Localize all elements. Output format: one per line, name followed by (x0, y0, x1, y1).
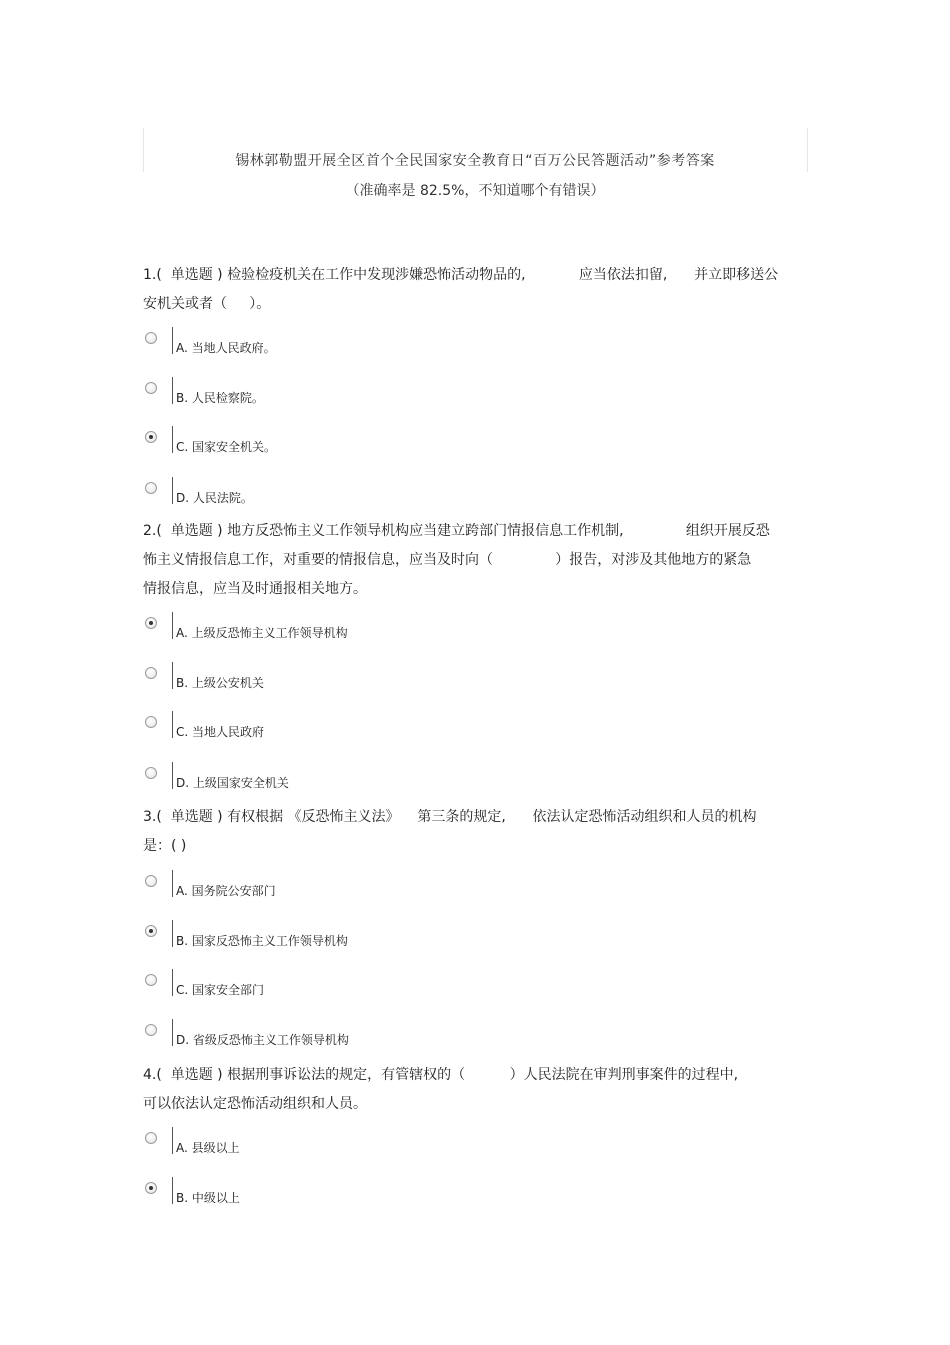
option-divider (172, 969, 173, 996)
option-divider (172, 870, 173, 897)
radio-button[interactable] (145, 925, 157, 937)
option-label: A. 国务院公安部门 (176, 884, 276, 898)
page-subtitle: （准确率是 82.5%，不知道哪个有错误） (345, 183, 605, 199)
option-divider (172, 1127, 173, 1154)
question-2-line-2: 怖主义情报信息工作，对重要的情报信息，应当及时向（ ）报告，对涉及其他地方的紧急 (143, 552, 752, 568)
radio-button[interactable] (145, 1132, 157, 1144)
option-label: A. 上级反恐怖主义工作领导机构 (176, 626, 348, 640)
option-divider (172, 327, 173, 354)
question-3-line-2: 是：( ) (143, 838, 187, 854)
option-label: B. 上级公安机关 (176, 676, 264, 690)
radio-button[interactable] (145, 482, 157, 494)
question-4-text (143, 1061, 803, 1119)
question-1-text (143, 261, 803, 319)
radio-button[interactable] (145, 875, 157, 887)
question-4-line-1: 4.( 单选题 ) 根据刑事诉讼法的规定，有管辖权的（ ）人民法院在审判刑事案件的过程中, (143, 1067, 739, 1083)
page-title: 锡林郭勒盟开展全区首个全民国家安全教育日“百万公民答题活动”参考答案 (235, 153, 715, 169)
question-3-line-1: 3.( 单选题 ) 有权根据 《反恐怖主义法》 第三条的规定, 依法认定恐怖活动组织和人员的机构 (143, 809, 757, 825)
radio-button[interactable] (145, 431, 157, 443)
option-divider (172, 477, 173, 504)
option-divider (172, 612, 173, 639)
radio-button[interactable] (145, 974, 157, 986)
option-divider (172, 1019, 173, 1046)
radio-button[interactable] (145, 667, 157, 679)
question-4-line-2: 可以依法认定恐怖活动组织和人员。 (143, 1096, 367, 1112)
option-label: D. 省级反恐怖主义工作领导机构 (176, 1033, 349, 1047)
option-divider (172, 377, 173, 404)
option-divider (172, 1177, 173, 1204)
radio-button[interactable] (145, 1182, 157, 1194)
option-divider (172, 426, 173, 453)
option-label: C. 国家安全机关。 (176, 440, 277, 454)
radio-button[interactable] (145, 1024, 157, 1036)
option-divider (172, 920, 173, 947)
question-2-line-1: 2.( 单选题 ) 地方反恐怖主义工作领导机构应当建立跨部门情报信息工作机制, 组织开展反恐 (143, 523, 770, 539)
question-1-line-2: 安机关或者（ ）。 (143, 296, 271, 312)
option-label: A. 县级以上 (176, 1141, 240, 1155)
option-label: D. 人民法院。 (176, 491, 253, 505)
radio-button[interactable] (145, 382, 157, 394)
radio-button[interactable] (145, 716, 157, 728)
radio-button[interactable] (145, 332, 157, 344)
question-1-line-1: 1.( 单选题 ) 检验检疫机关在工作中发现涉嫌恐怖活动物品的, 应当依法扣留, 并立即移送公 (143, 267, 779, 283)
option-divider (172, 662, 173, 689)
option-label: B. 中级以上 (176, 1191, 240, 1205)
option-label: C. 当地人民政府 (176, 725, 265, 739)
option-label: B. 国家反恐怖主义工作领导机构 (176, 934, 348, 948)
radio-button[interactable] (145, 767, 157, 779)
question-2-line-3: 情报信息，应当及时通报相关地方。 (143, 581, 367, 597)
option-divider (172, 762, 173, 789)
option-label: A. 当地人民政府。 (176, 341, 276, 355)
option-label: C. 国家安全部门 (176, 983, 265, 997)
option-label: B. 人民检察院。 (176, 391, 264, 405)
question-3-text (143, 803, 803, 861)
option-divider (172, 711, 173, 738)
question-2-text (143, 517, 803, 604)
option-label: D. 上级国家安全机关 (176, 776, 289, 790)
radio-button[interactable] (145, 617, 157, 629)
